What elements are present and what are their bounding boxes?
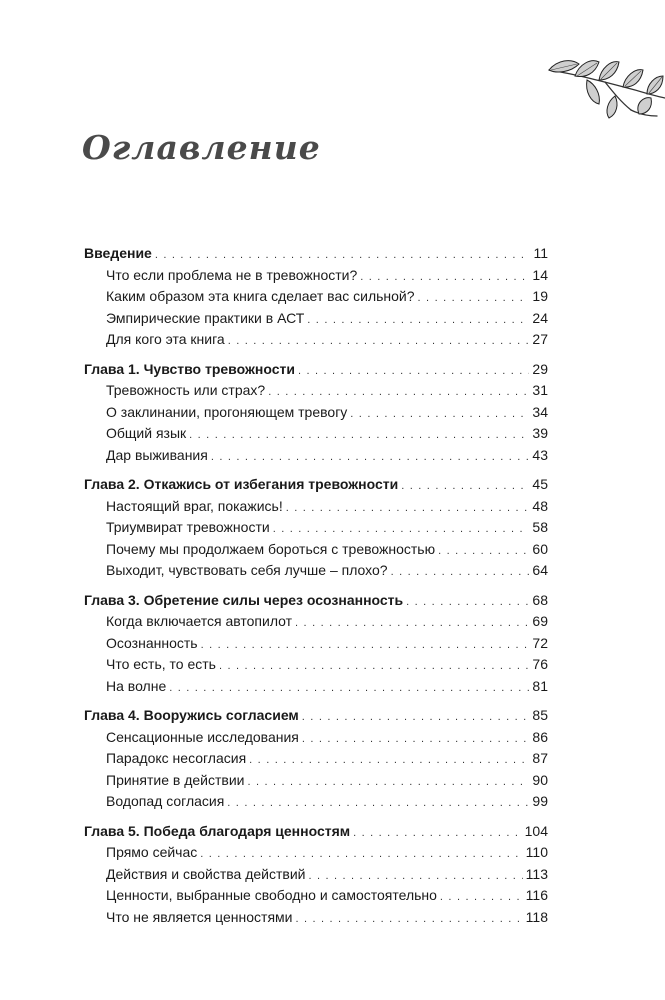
toc-chapter-row[interactable]: [84, 243, 548, 265]
toc-entry[interactable]: [84, 496, 548, 518]
toc-entry-title: Что есть, то есть: [106, 656, 216, 672]
dot-leader: [273, 517, 530, 541]
toc-page-number: 87: [532, 750, 548, 766]
page-title: Оглавление: [82, 128, 321, 167]
toc-page-number: 90: [532, 771, 548, 788]
dot-leader: [228, 329, 530, 353]
toc-entry-title: Сенсационные исследования: [106, 728, 299, 745]
toc-entry[interactable]: [84, 265, 548, 287]
toc-entry[interactable]: [84, 842, 548, 864]
toc-page-number: 72: [532, 634, 548, 651]
dot-leader: [406, 590, 529, 614]
table-of-contents: [84, 243, 548, 936]
toc-page-number: 76: [532, 656, 548, 672]
toc-entry-title: Выходит, чувствовать себя лучше – плохо?: [106, 562, 388, 578]
toc-entry-title: Когда включается автопилот: [106, 613, 293, 629]
toc-entry[interactable]: [84, 885, 548, 907]
toc-page-number: 64: [532, 562, 548, 578]
toc-entry-title: Что если проблема не в тревожности?: [106, 266, 358, 283]
dot-leader: [247, 770, 529, 794]
toc-chapter-row[interactable]: [84, 359, 548, 381]
toc-entry[interactable]: [84, 727, 548, 749]
toc-chapter-row[interactable]: [84, 590, 548, 612]
toc-entry[interactable]: [84, 308, 548, 330]
toc-section: [84, 359, 548, 467]
toc-section: [84, 705, 548, 813]
toc-page-number: 99: [532, 793, 548, 809]
toc-page-number: 39: [532, 425, 548, 441]
toc-entry[interactable]: [84, 286, 548, 308]
dot-leader: [268, 380, 529, 404]
toc-chapter-title: Глава 2. Откажись от избегания тревожности: [84, 476, 399, 492]
toc-page-number: 68: [532, 591, 548, 608]
dot-leader: [189, 423, 529, 447]
toc-entry-title: Дар выживания: [106, 446, 208, 463]
dot-leader: [296, 907, 523, 931]
toc-entry-title: Каким образом эта книга сделает вас сильной?: [106, 288, 415, 304]
toc-page-number: 45: [532, 476, 548, 492]
toc-entry-title: Прямо сейчас: [106, 844, 198, 860]
dot-leader: [360, 265, 529, 289]
toc-page-number: 27: [532, 331, 548, 347]
toc-page-number: 104: [524, 822, 548, 839]
toc-entry-title: На волне: [106, 677, 167, 694]
toc-section: [84, 243, 548, 351]
toc-entry[interactable]: [84, 654, 548, 676]
toc-entry-title: Принятие в действии: [106, 771, 245, 788]
dot-leader: [201, 633, 530, 657]
toc-page-number: 58: [532, 519, 548, 535]
dot-leader: [350, 402, 529, 426]
toc-entry-title: Что не является ценностями: [106, 908, 293, 925]
toc-entry[interactable]: [84, 560, 548, 582]
dot-leader: [169, 676, 529, 700]
toc-entry-title: Парадокс несогласия: [106, 750, 247, 766]
toc-entry-title: Настоящий враг, покажись!: [106, 497, 283, 514]
toc-page-number: 24: [532, 309, 548, 326]
toc-chapter-row[interactable]: [84, 705, 548, 727]
toc-page-number: 14: [532, 266, 548, 283]
toc-entry[interactable]: [84, 791, 548, 813]
toc-entry[interactable]: [84, 402, 548, 424]
toc-chapter-title: Введение: [84, 245, 152, 261]
toc-entry-title: О заклинании, прогоняющем тревогу: [106, 403, 348, 420]
toc-page-number: 116: [525, 887, 548, 903]
toc-entry[interactable]: [84, 445, 548, 467]
toc-page-number: 43: [532, 446, 548, 463]
toc-entry[interactable]: [84, 748, 548, 770]
toc-entry[interactable]: [84, 864, 548, 886]
toc-page-number: 113: [525, 865, 548, 882]
toc-entry-title: Общий язык: [106, 425, 187, 441]
toc-page-number: 60: [532, 540, 548, 557]
leafy-branch-icon: [535, 42, 665, 122]
toc-entry[interactable]: [84, 907, 548, 929]
toc-entry-title: Триумвират тревожности: [106, 519, 270, 535]
toc-page-number: 85: [532, 707, 548, 723]
toc-section: [84, 821, 548, 929]
toc-entry[interactable]: [84, 380, 548, 402]
dot-leader: [401, 474, 529, 498]
toc-entry[interactable]: [84, 329, 548, 351]
toc-entry[interactable]: [84, 423, 548, 445]
dot-leader: [155, 243, 531, 267]
toc-entry[interactable]: [84, 611, 548, 633]
toc-chapter-title: Глава 3. Обретение силы через осознанность: [84, 591, 404, 608]
toc-entry-title: Действия и свойства действий: [106, 865, 306, 882]
toc-page-number: 48: [532, 497, 548, 514]
dot-leader: [440, 885, 523, 909]
toc-entry-title: Водопад согласия: [106, 793, 225, 809]
toc-entry[interactable]: [84, 633, 548, 655]
toc-entry-title: Эмпирические практики в АСТ: [106, 309, 305, 326]
toc-entry-title: Осознанность: [106, 634, 198, 651]
dot-leader: [302, 727, 530, 751]
toc-entry-title: Тревожность или страх?: [106, 382, 266, 398]
dot-leader: [211, 445, 530, 469]
toc-chapter-title: Глава 5. Победа благодаря ценностям: [84, 822, 351, 839]
dot-leader: [286, 496, 530, 520]
dot-leader: [219, 654, 529, 678]
toc-entry[interactable]: [84, 770, 548, 792]
toc-page-number: 110: [525, 844, 548, 860]
toc-entry[interactable]: [84, 676, 548, 698]
toc-entry[interactable]: [84, 517, 548, 539]
toc-page-number: 29: [532, 360, 548, 377]
toc-page-number: 31: [532, 382, 548, 398]
dot-leader: [200, 842, 522, 866]
toc-page-number: 11: [533, 245, 548, 261]
toc-section: [84, 474, 548, 582]
toc-entry-title: Ценности, выбранные свободно и самостоятельно: [106, 887, 437, 903]
toc-chapter-title: Глава 4. Вооружись согласием: [84, 707, 299, 723]
toc-page-number: 81: [532, 677, 548, 694]
toc-page-number: 19: [532, 288, 548, 304]
toc-page-number: 34: [532, 403, 548, 420]
dot-leader: [307, 308, 529, 332]
toc-section: [84, 590, 548, 698]
toc-page-number: 69: [532, 613, 548, 629]
dot-leader: [227, 791, 529, 815]
dot-leader: [298, 359, 529, 383]
dot-leader: [418, 286, 530, 310]
toc-page-number: 118: [525, 908, 548, 925]
toc-entry-title: Почему мы продолжаем бороться с тревожностью: [106, 540, 436, 557]
toc-chapter-row[interactable]: [84, 474, 548, 496]
toc-chapter-title: Глава 1. Чувство тревожности: [84, 360, 295, 377]
dot-leader: [302, 705, 530, 729]
toc-entry[interactable]: [84, 539, 548, 561]
dot-leader: [308, 864, 522, 888]
dot-leader: [295, 611, 529, 635]
dot-leader: [391, 560, 530, 584]
toc-chapter-row[interactable]: [84, 821, 548, 843]
dot-leader: [353, 821, 522, 845]
toc-entry-title: Для кого эта книга: [106, 331, 225, 347]
toc-page-number: 86: [532, 728, 548, 745]
dot-leader: [438, 539, 529, 563]
dot-leader: [249, 748, 529, 772]
